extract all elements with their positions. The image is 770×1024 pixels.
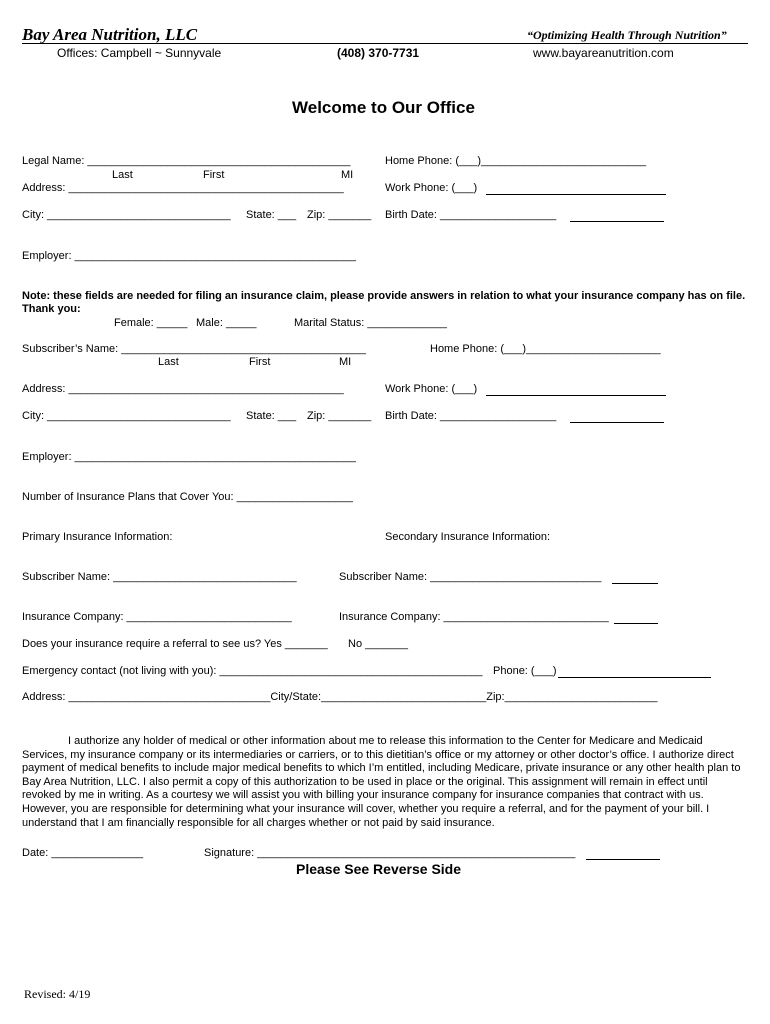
office-phone: (408) 370-7731	[337, 46, 420, 60]
legal-name-field[interactable]: Legal Name: ___________________________________________	[22, 155, 351, 167]
subscriber-home-phone-field[interactable]: Home Phone: (___)______________________	[430, 343, 661, 355]
male-field[interactable]: Male: _____	[196, 317, 257, 329]
female-field[interactable]: Female: _____	[114, 317, 188, 329]
employer-field[interactable]: Employer: ______________________________________________	[22, 250, 356, 262]
website: www.bayareanutrition.com	[533, 46, 674, 60]
home-phone-field[interactable]: Home Phone: (___)___________________________	[385, 155, 647, 167]
legal-name-first-label: First	[203, 169, 225, 181]
subscriber-state-field[interactable]: State: ___	[246, 410, 297, 422]
header-rule	[22, 43, 748, 44]
emergency-contact-field[interactable]: Emergency contact (not living with you): ___________________________________________	[22, 665, 483, 677]
emergency-phone-field[interactable]: Phone: (___)	[493, 665, 557, 677]
tagline: “Optimizing Health Through Nutrition”	[527, 28, 727, 42]
emergency-address-field[interactable]: Address: _________________________________City/State:___________________________Zip:_________________________	[22, 691, 658, 703]
emergency-phone-line	[558, 677, 711, 678]
num-plans-field[interactable]: Number of Insurance Plans that Cover You: ___________________	[22, 491, 353, 503]
subscriber-first-label: First	[249, 356, 271, 368]
subscriber-address-field[interactable]: Address: _____________________________________________	[22, 383, 344, 395]
primary-insurance-heading: Primary Insurance Information:	[22, 531, 173, 543]
state-field[interactable]: State: ___	[246, 209, 297, 221]
primary-insurance-company-field[interactable]: Insurance Company: ___________________________	[22, 611, 292, 623]
page-title: Welcome to Our Office	[292, 98, 475, 117]
referral-no-field[interactable]: No _______	[348, 638, 408, 650]
address-field[interactable]: Address: _____________________________________________	[22, 182, 344, 194]
zip-field[interactable]: Zip: _______	[307, 209, 372, 221]
subscriber-birth-date-field[interactable]: Birth Date: ___________________	[385, 410, 557, 422]
subscriber-birth-date-line	[570, 422, 664, 423]
secondary-insurance-company-line	[614, 623, 658, 624]
reverse-side-note: Please See Reverse Side	[296, 861, 462, 877]
authorization-paragraph: I authorize any holder of medical or other information about me to release this information to the Center for Medicare and Medicaid Services, my insurance company or its intermediaries or carriers, or to this dietitian’s office or my attorney or other doctor’s office. I authorize direct payment of medical benefits to include major medical benefits to which I’m entitled, including Medicare, private insurance or any other health plan to Bay Area Nutrition, LLC. I also permit a copy of this authorization to be used in place or the original. This assignment will remain in effect until revoked by me in writing. As a courtesy we will assist you with billing your insurance company for insurance companies that contract with us. However, you are responsible for determining what your insurance will cover, whether you require a referral, and for the payment of your bill. I understand that I am financially responsible for all charges whether or not paid by said insurance.	[22, 735, 741, 829]
secondary-insurance-heading: Secondary Insurance Information:	[385, 531, 551, 543]
date-field[interactable]: Date: _______________	[22, 847, 144, 859]
legal-name-mi-label: MI	[341, 169, 354, 181]
secondary-subscriber-name-line	[612, 583, 658, 584]
subscriber-last-label: Last	[158, 356, 179, 368]
city-field[interactable]: City: ______________________________	[22, 209, 231, 221]
offices: Offices: Campbell ~ Sunnyvale	[57, 46, 222, 60]
subscriber-name-field[interactable]: Subscriber’s Name: ________________________________________	[22, 343, 366, 355]
secondary-subscriber-name-field[interactable]: Subscriber Name: ____________________________	[339, 571, 602, 583]
signature-line	[586, 859, 660, 860]
primary-subscriber-name-field[interactable]: Subscriber Name: ______________________________	[22, 571, 297, 583]
marital-status-field[interactable]: Marital Status: _____________	[294, 317, 447, 329]
insurance-note: Note: these fields are needed for filing an insurance claim, please provide answers in relation to what your insurance company has on file. Thank you:	[22, 290, 746, 315]
work-phone-line	[486, 194, 666, 195]
subscriber-mi-label: MI	[339, 356, 352, 368]
subscriber-work-phone-field[interactable]: Work Phone: (___)	[385, 383, 478, 395]
revision-date: Revised: 4/19	[24, 987, 91, 1001]
company-name: Bay Area Nutrition, LLC	[22, 25, 198, 44]
subscriber-city-field[interactable]: City: ______________________________	[22, 410, 231, 422]
secondary-insurance-company-field[interactable]: Insurance Company: ___________________________	[339, 611, 609, 623]
subscriber-zip-field[interactable]: Zip: _______	[307, 410, 372, 422]
referral-yes-field[interactable]: Does your insurance require a referral to see us? Yes _______	[22, 638, 328, 650]
work-phone-field[interactable]: Work Phone: (___)	[385, 182, 478, 194]
birth-date-line	[570, 221, 664, 222]
subscriber-employer-field[interactable]: Employer: ______________________________________________	[22, 451, 356, 463]
signature-field[interactable]: Signature: ____________________________________________________	[204, 847, 576, 859]
birth-date-field[interactable]: Birth Date: ___________________	[385, 209, 557, 221]
subscriber-work-phone-line	[486, 395, 666, 396]
legal-name-last-label: Last	[112, 169, 133, 181]
